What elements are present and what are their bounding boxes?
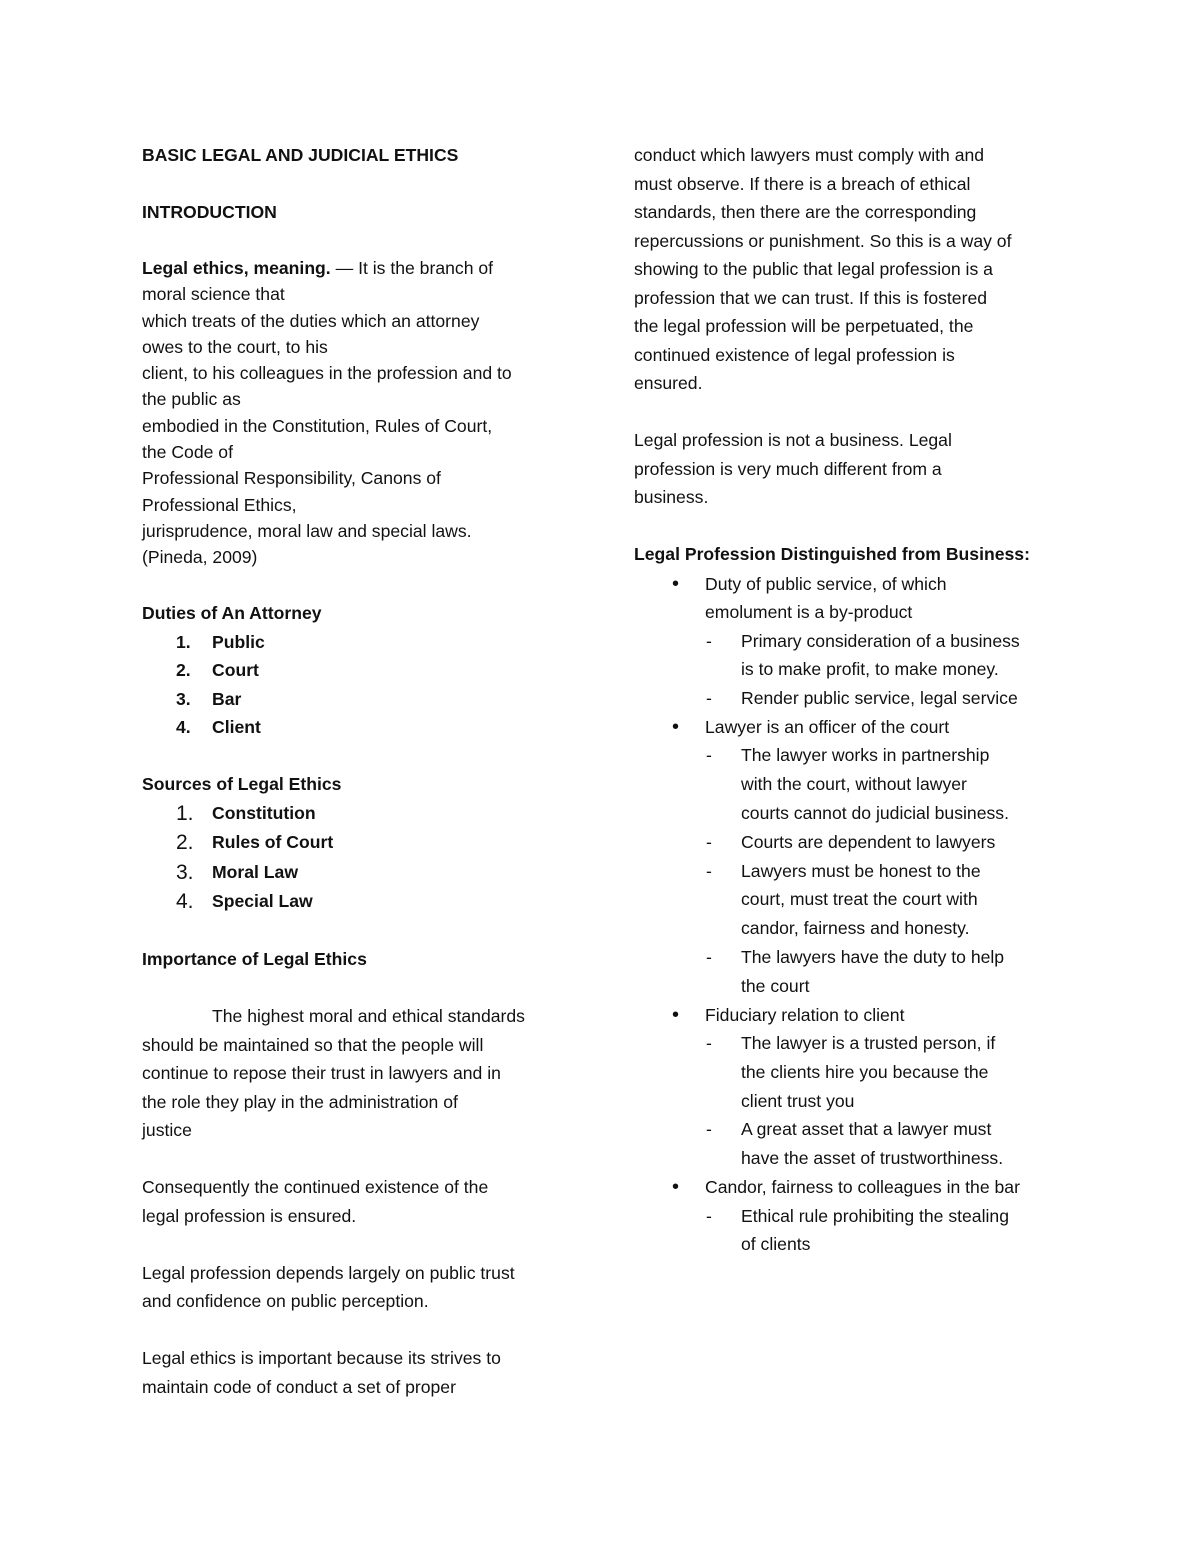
duties-list xyxy=(142,628,572,742)
not-business-paragraph: Legal profession is not a business. Legal profession is very much different from a business. xyxy=(634,430,952,507)
dash-icon: - xyxy=(706,688,712,709)
list-item: • Lawyer is an officer of the court - The lawyer works in partnership with the court, without lawyer courts cannot do judicial business. - Courts are dependent to lawyers - Lawyers must be honest to the court, must treat the court with candor, fairness and honesty. - The lawyers have the duty to help the court xyxy=(634,713,1074,1001)
left-column xyxy=(142,141,572,1401)
definition-line: jurisprudence, moral law and special laws. xyxy=(142,520,472,541)
dash-icon: - xyxy=(706,946,712,967)
document-title: BASIC LEGAL AND JUDICIAL ETHICS xyxy=(142,145,459,165)
definition-line: Legal ethics, meaning. — It is the branch of xyxy=(142,258,494,278)
bullet-icon: • xyxy=(672,715,680,738)
dash-icon: - xyxy=(706,630,712,651)
list-item: 2. Rules of Court xyxy=(176,831,334,855)
right-column xyxy=(634,141,1074,1259)
distinguished-heading: Legal Profession Distinguished from Business: xyxy=(634,544,1030,564)
sources-list xyxy=(142,799,572,917)
definition-paragraph xyxy=(142,255,572,571)
definition-line: Professional Ethics, xyxy=(142,494,297,515)
sources-heading: Sources of Legal Ethics xyxy=(142,774,342,795)
definition-line: moral science that xyxy=(142,284,285,305)
list-item: • Fiduciary relation to client - The lawyer is a trusted person, if the clients hire you because the client trust you - A great asset that a lawyer must have the asset of trustworthiness. xyxy=(634,1001,1074,1173)
definition-line: client, to his colleagues in the profession and to xyxy=(142,363,512,384)
list-item: • Duty of public service, of which emolument is a by-product - Primary consideration of a business is to make profit, to make money. - Render public service, legal service xyxy=(634,570,1074,713)
public-trust-paragraph: Legal profession depends largely on public trust and confidence on public perception. xyxy=(142,1262,515,1312)
definition-line: the public as xyxy=(142,389,241,410)
strives-paragraph: Legal ethics is important because its strives to maintain code of conduct a set of proper xyxy=(142,1348,501,1397)
definition-line: Professional Responsibility, Canons of xyxy=(142,468,441,489)
distinction-list xyxy=(634,570,1074,1260)
dash-icon: - xyxy=(706,1205,712,1226)
definition-line: owes to the court, to his xyxy=(142,336,328,357)
list-item: 4. Client xyxy=(176,717,261,738)
dash-icon: - xyxy=(706,1119,712,1140)
importance-paragraph: The highest moral and ethical standards should be maintained so that the people will continue to repose their trust in lawyers and in the role they play in the administration of justice xyxy=(142,1006,525,1141)
importance-heading: Importance of Legal Ethics xyxy=(142,949,367,970)
list-item: 3. Bar xyxy=(176,688,242,709)
dash-icon: - xyxy=(706,1033,712,1054)
definition-line: (Pineda, 2009) xyxy=(142,547,258,568)
definition-line: which treats of the duties which an attorney xyxy=(142,310,480,331)
continued-paragraph: conduct which lawyers must comply with and must observe. If there is a breach of ethical standards, then there are the corresponding repercussions or punishment. So this is a way of showing to the public that legal profession is a profession that we can trust. If this is fostered the legal profession will be perpetuated, the continued existence of legal profession is ensured. xyxy=(634,145,1012,393)
bullet-icon: • xyxy=(672,1176,680,1199)
list-item: 4. Special Law xyxy=(176,890,313,914)
list-item: 3. Moral Law xyxy=(176,860,299,884)
bullet-icon: • xyxy=(672,572,680,595)
definition-line: embodied in the Constitution, Rules of Court, xyxy=(142,415,493,436)
list-item: 1. Constitution xyxy=(176,801,316,825)
dash-icon: - xyxy=(706,860,712,881)
dash-icon: - xyxy=(706,831,712,852)
list-item: • Candor, fairness to colleagues in the bar - Ethical rule prohibiting the stealing of clients xyxy=(634,1173,1074,1259)
dash-icon: - xyxy=(706,745,712,766)
bullet-icon: • xyxy=(672,1003,680,1026)
list-item: 1. Public xyxy=(176,631,265,652)
duties-heading: Duties of An Attorney xyxy=(142,603,322,624)
section-heading-introduction: INTRODUCTION xyxy=(142,202,277,222)
consequently-paragraph: Consequently the continued existence of the legal profession is ensured. xyxy=(142,1177,489,1226)
list-item: 2. Court xyxy=(176,660,259,681)
definition-line: the Code of xyxy=(142,442,233,463)
definition-term: Legal ethics, meaning. xyxy=(142,258,331,278)
